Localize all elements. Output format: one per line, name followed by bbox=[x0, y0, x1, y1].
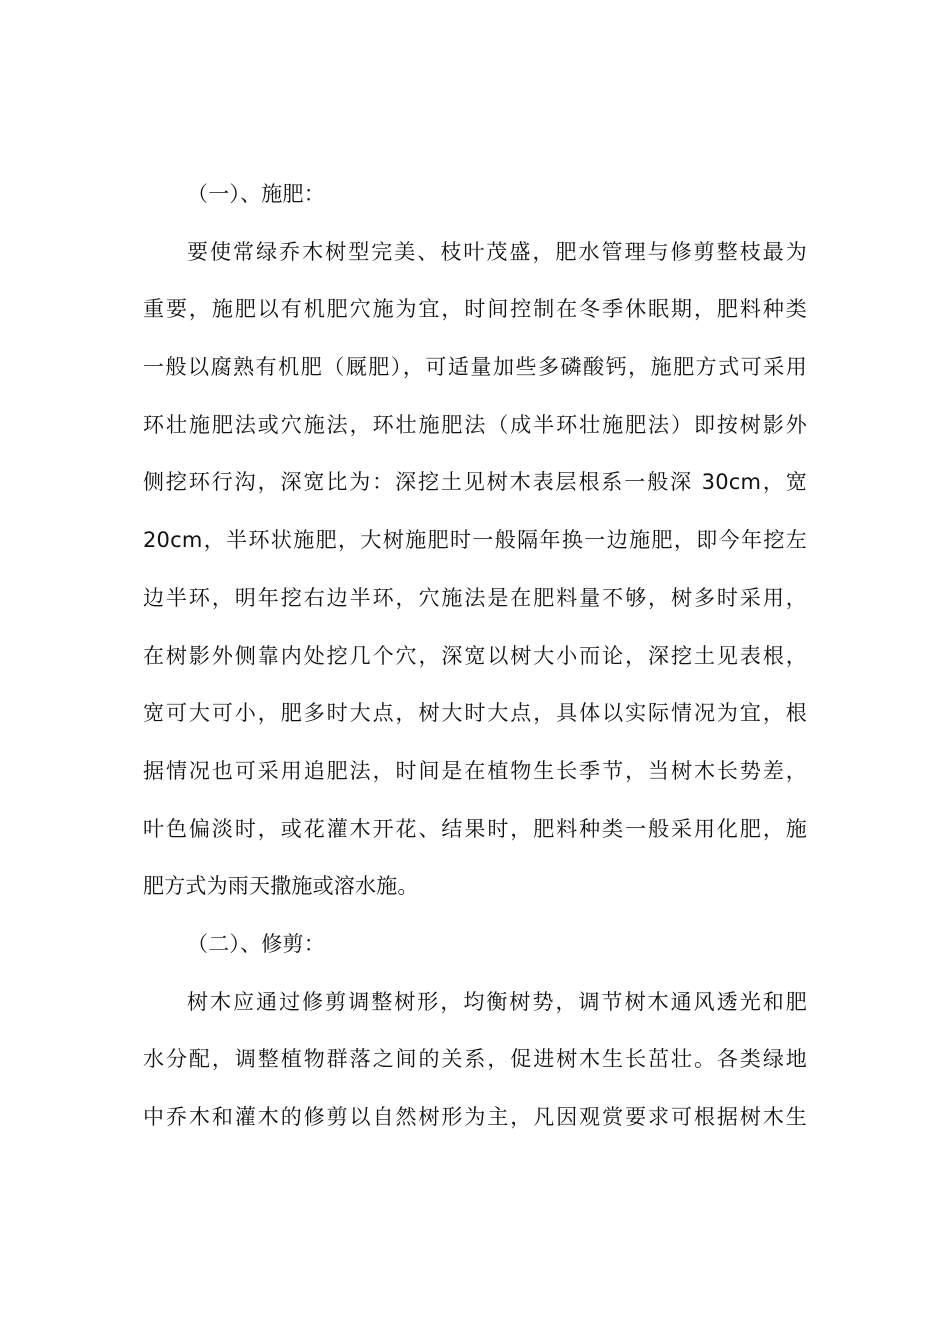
paragraph-line: 边半环，明年挖右边半环，穴施法是在肥料量不够，树多时采用， bbox=[143, 585, 807, 610]
paragraph-line: 肥方式为雨天撒施或溶水施。 bbox=[143, 874, 419, 899]
paragraph-line: 中乔木和灌木的修剪以自然树形为主，凡因观赏要求可根据树木生 bbox=[143, 1105, 807, 1129]
paragraph-line: 宽可大可小，肥多时大点，树大时大点，具体以实际情况为宜，根 bbox=[143, 701, 807, 726]
paragraph-line: 树木应通过修剪调整树形，均衡树势，调节树木通风透光和肥 bbox=[187, 989, 807, 1014]
section-heading-fertilizing: （一）、施肥： bbox=[187, 182, 325, 206]
section-heading-pruning: （二）、修剪： bbox=[187, 931, 325, 956]
paragraph-line: 叶色偏淡时，或花灌木开花、结果时，肥料种类一般采用化肥，施 bbox=[143, 816, 807, 841]
paragraph-line: 20cm，半环状施肥，大树施肥时一般隔年换一边施肥，即今年挖左 bbox=[143, 528, 807, 553]
paragraph-line: 在树影外侧靠内处挖几个穴，深宽以树大小而论，深挖土见表根， bbox=[143, 643, 807, 668]
paragraph-line: 环壮施肥法或穴施法，环壮施肥法（成半环壮施肥法）即按树影外 bbox=[143, 412, 807, 437]
paragraph-line: 一般以腐熟有机肥（厩肥），可适量加些多磷酸钙，施肥方式可采用 bbox=[143, 355, 807, 380]
paragraph-line: 要使常绿乔木树型完美、枝叶茂盛，肥水管理与修剪整枝最为 bbox=[187, 239, 807, 264]
paragraph-line: 据情况也可采用追肥法，时间是在植物生长季节，当树木长势差， bbox=[143, 758, 807, 783]
paragraph-line: 重要，施肥以有机肥穴施为宜，时间控制在冬季休眠期，肥料种类 bbox=[143, 297, 807, 322]
document-body bbox=[143, 166, 807, 1147]
paragraph-line: 侧挖环行沟，深宽比为：深挖土见树木表层根系一般深 30cm，宽 bbox=[143, 470, 807, 495]
paragraph-line: 水分配，调整植物群落之间的关系，促进树木生长茁壮。各类绿地 bbox=[143, 1047, 807, 1072]
